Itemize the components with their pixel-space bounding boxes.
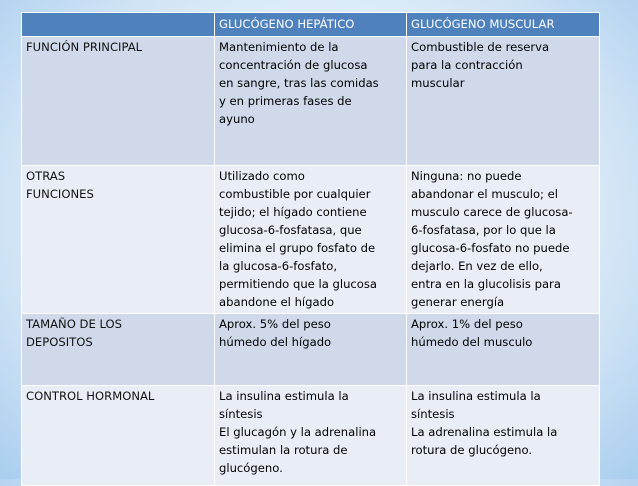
text-line: abandone el hígado (219, 295, 335, 309)
table-row-otras-funciones (22, 166, 600, 314)
text-line: concentración de glucosa (219, 58, 368, 72)
text-line: Combustible de reserva (411, 40, 550, 54)
text-line: rotura de glucógeno. (411, 443, 533, 457)
text-line: ayuno (219, 112, 255, 126)
text-line: glucosa-6-fosfatasa, que (219, 223, 362, 237)
text-line: entra en la glucolisis para (411, 277, 561, 291)
text-line: TAMAÑO DE LOS (26, 317, 122, 331)
text-line: La insulina estimula la (411, 389, 541, 403)
text-line: CONTROL HORMONAL (26, 389, 155, 403)
text-line: combustible por cualquier (219, 187, 371, 201)
cell-hepatico (215, 386, 407, 486)
text-line: elimina el grupo fosfato de (219, 241, 376, 255)
text-line: Aprox. 5% del peso (219, 317, 331, 331)
text-line: permitiendo que la glucosa (219, 277, 378, 291)
row-label (22, 37, 215, 166)
text-line: Ninguna: no puede (411, 169, 522, 183)
text-line: síntesis (411, 407, 455, 421)
cell-muscular (407, 314, 600, 386)
text-line: síntesis (219, 407, 263, 421)
text-line: Mantenimiento de la (219, 40, 339, 54)
text-line: estimulan la rotura de (219, 443, 348, 457)
table-row-control-hormonal (22, 386, 600, 486)
text-line: y en primeras fases de (219, 94, 352, 108)
text-line: La insulina estimula la (219, 389, 349, 403)
text-line: DEPOSITOS (26, 335, 93, 349)
text-line: El glucagón y la adrenalina (219, 425, 377, 439)
cell-muscular (407, 37, 600, 166)
header-glucogeno-muscular: GLUCÓGENO MUSCULAR (407, 13, 600, 37)
row-label (22, 386, 215, 486)
text-line: glucosa-6-fosfato no puede (411, 241, 570, 255)
text-line: FUNCIÓN PRINCIPAL (26, 40, 143, 54)
cell-hepatico (215, 314, 407, 386)
text-line: Aprox. 1% del peso (411, 317, 523, 331)
table-row-tamano-depositos (22, 314, 600, 386)
text-line: abandonar el musculo; el (411, 187, 558, 201)
text-line: tejido; el hígado contiene (219, 205, 367, 219)
text-line: La adrenalina estimula la (411, 425, 558, 439)
row-label (22, 166, 215, 314)
text-line: húmedo del hígado (219, 335, 332, 349)
text-line: FUNCIONES (26, 187, 94, 201)
cell-hepatico (215, 166, 407, 314)
text-line: glucógeno. (219, 461, 283, 475)
text-line: en sangre, tras las comidas (219, 76, 379, 90)
header-glucogeno-hepatico: GLUCÓGENO HEPÁTICO (215, 13, 407, 37)
text-line: musculo carece de glucosa- (411, 205, 573, 219)
header-row (22, 13, 600, 37)
text-line: húmedo del musculo (411, 335, 533, 349)
text-line: OTRAS (26, 169, 66, 183)
header-empty-cell (22, 13, 215, 37)
cell-hepatico (215, 37, 407, 166)
text-line: muscular (411, 76, 465, 90)
row-label (22, 314, 215, 386)
text-line: Utilizado como (219, 169, 305, 183)
text-line: para la contracción (411, 58, 523, 72)
text-line: generar energía (411, 295, 505, 309)
cell-muscular (407, 166, 600, 314)
text-line: dejarlo. En vez de ello, (411, 259, 543, 273)
table-row-funcion-principal (22, 37, 600, 166)
text-line: 6-fosfatasa, por lo que la (411, 223, 556, 237)
text-line: la glucosa-6-fosfato, (219, 259, 338, 273)
glycogen-comparison-table (21, 12, 600, 486)
cell-muscular (407, 386, 600, 486)
